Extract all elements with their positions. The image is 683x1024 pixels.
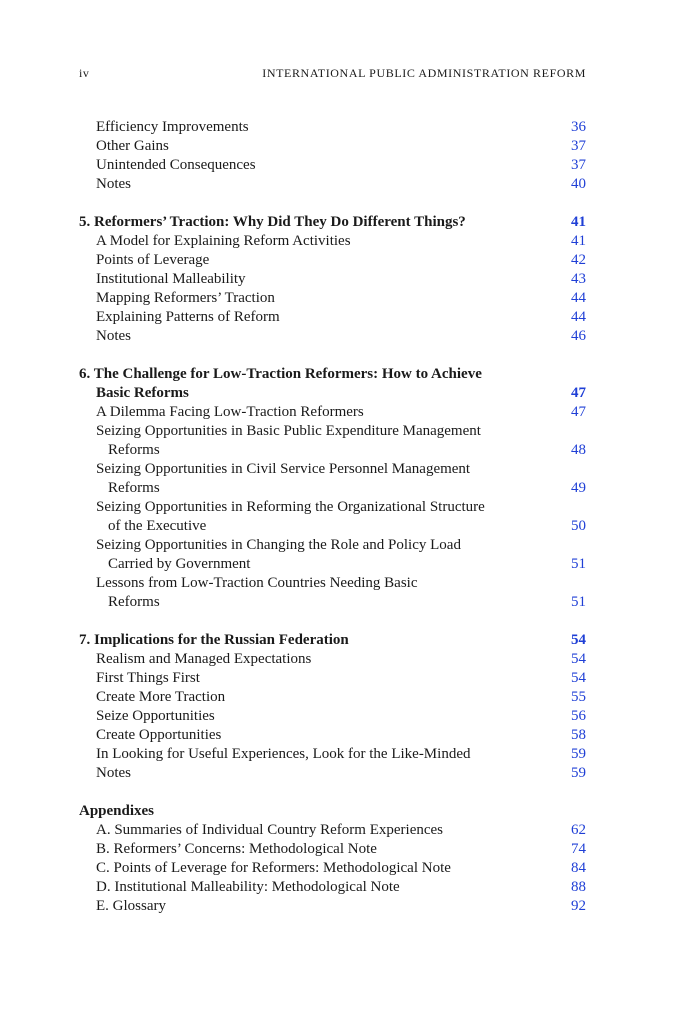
toc-entry-title: Notes: [96, 176, 131, 192]
toc-entry-title: A. Summaries of Individual Country Reform Experiences: [96, 822, 444, 838]
toc-entry[interactable]: [79, 403, 586, 422]
toc-entry-title: 5. Reformers’ Traction: Why Did They Do Different Things?: [79, 214, 466, 230]
toc-entry-title: Unintended Consequences: [96, 157, 256, 173]
toc-entry[interactable]: [79, 327, 586, 346]
toc-page-link[interactable]: 44: [571, 290, 586, 306]
toc-page-link[interactable]: 58: [571, 727, 586, 743]
toc-entry-title: Reforms: [108, 480, 160, 496]
toc-page-link[interactable]: 37: [571, 138, 586, 154]
toc-entry[interactable]: [79, 726, 586, 745]
page-number: iv: [79, 66, 90, 80]
toc-page-link[interactable]: 49: [571, 480, 586, 496]
toc-entry[interactable]: [79, 365, 586, 384]
toc-entry-title: Other Gains: [96, 138, 169, 154]
toc-page-link[interactable]: 62: [571, 822, 586, 838]
toc-entry-title: A Model for Explaining Reform Activities: [96, 233, 351, 249]
toc-page-link[interactable]: 51: [571, 556, 586, 572]
toc-entry-title: Seizing Opportunities in Civil Service Personnel Management: [96, 461, 471, 477]
toc-entry[interactable]: [79, 289, 586, 308]
toc-entry-title: Carried by Government: [108, 556, 251, 572]
toc-entry-title: Seize Opportunities: [96, 708, 215, 724]
toc-entry-title: Seizing Opportunities in Basic Public Expenditure Management: [96, 423, 481, 439]
section-gap: [79, 783, 586, 802]
toc-entry[interactable]: [79, 764, 586, 783]
toc-entry[interactable]: [79, 308, 586, 327]
toc-entry[interactable]: [79, 479, 586, 498]
toc-entry[interactable]: [79, 745, 586, 764]
toc-page-link[interactable]: 47: [571, 385, 586, 401]
toc-entry[interactable]: [79, 555, 586, 574]
toc-entry[interactable]: [79, 251, 586, 270]
toc-page-link[interactable]: 59: [571, 765, 586, 781]
toc-entry[interactable]: [79, 669, 586, 688]
toc-entry[interactable]: [79, 498, 586, 517]
toc-entry[interactable]: [79, 270, 586, 289]
toc-entry-title: B. Reformers’ Concerns: Methodological Note: [96, 841, 377, 857]
toc-entry-title: Create More Traction: [96, 689, 226, 705]
section-gap: [79, 346, 586, 365]
toc-page-link[interactable]: 48: [571, 442, 586, 458]
toc-entry-title: Explaining Patterns of Reform: [96, 309, 280, 325]
section-gap: [79, 194, 586, 213]
toc-entry-title: D. Institutional Malleability: Methodological Note: [96, 879, 400, 895]
toc-page-link[interactable]: 56: [571, 708, 586, 724]
toc-page-link[interactable]: 84: [571, 860, 586, 876]
toc-entry[interactable]: [79, 517, 586, 536]
toc-entry[interactable]: [79, 232, 586, 251]
toc-entry-title: Notes: [96, 328, 131, 344]
toc-page-link[interactable]: 54: [571, 632, 586, 648]
toc-entry[interactable]: [79, 688, 586, 707]
toc-page-link[interactable]: 74: [571, 841, 586, 857]
running-title: INTERNATIONAL PUBLIC ADMINISTRATION REFORM: [262, 66, 586, 80]
toc-page-link[interactable]: 55: [571, 689, 586, 705]
toc-entry-title: Appendixes: [79, 803, 155, 819]
toc-page-link[interactable]: 36: [571, 119, 586, 135]
toc-entry[interactable]: [79, 821, 586, 840]
toc-entry-title: Notes: [96, 765, 131, 781]
running-head: [79, 66, 586, 84]
toc-page-link[interactable]: 54: [571, 651, 586, 667]
toc-entry[interactable]: [79, 574, 586, 593]
toc-entry[interactable]: [79, 536, 586, 555]
toc-entry[interactable]: [79, 707, 586, 726]
toc-entry[interactable]: [79, 213, 586, 232]
toc-page-link[interactable]: 41: [571, 214, 586, 230]
toc-page-link[interactable]: 40: [571, 176, 586, 192]
toc-entry[interactable]: [79, 859, 586, 878]
toc-entry-title: Basic Reforms: [96, 385, 189, 401]
toc-entry[interactable]: [79, 384, 586, 403]
toc-entry[interactable]: [79, 422, 586, 441]
toc-page-link[interactable]: 88: [571, 879, 586, 895]
toc-page-link[interactable]: 54: [571, 670, 586, 686]
toc-entry-title: Reforms: [108, 442, 160, 458]
toc-page-link[interactable]: 43: [571, 271, 586, 287]
toc-page-link[interactable]: 37: [571, 157, 586, 173]
section-gap: [79, 612, 586, 631]
toc-entry-title: 7. Implications for the Russian Federation: [79, 632, 349, 648]
toc-page-link[interactable]: 92: [571, 898, 586, 914]
toc-entry[interactable]: [79, 593, 586, 612]
toc-entry[interactable]: [79, 840, 586, 859]
toc-entry[interactable]: [79, 175, 586, 194]
toc-entry-title: First Things First: [96, 670, 200, 686]
toc-entry-title: A Dilemma Facing Low-Traction Reformers: [96, 404, 364, 420]
toc-entry[interactable]: [79, 631, 586, 650]
toc-entry[interactable]: [79, 897, 586, 916]
toc-entry-title: Institutional Malleability: [96, 271, 246, 287]
toc-page-link[interactable]: 47: [571, 404, 586, 420]
toc-entry-title: Realism and Managed Expectations: [96, 651, 312, 667]
toc-entry-title: E. Glossary: [96, 898, 166, 914]
toc-entry-title: Mapping Reformers’ Traction: [96, 290, 275, 306]
toc-entry[interactable]: [79, 650, 586, 669]
toc-entry-title: Seizing Opportunities in Changing the Role and Policy Load: [96, 537, 461, 553]
toc-entry[interactable]: [79, 460, 586, 479]
toc-entry[interactable]: [79, 137, 586, 156]
toc-entry-title: Points of Leverage: [96, 252, 210, 268]
toc-page-link[interactable]: 44: [571, 309, 586, 325]
toc-entry[interactable]: [79, 118, 586, 137]
toc-page-link[interactable]: 41: [571, 233, 586, 249]
toc-entry-title: In Looking for Useful Experiences, Look for the Like-Minded: [96, 746, 471, 762]
toc-page-link[interactable]: 51: [571, 594, 586, 610]
toc-page-link[interactable]: 46: [571, 328, 586, 344]
table-of-contents: [79, 118, 586, 916]
toc-entry-title: 6. The Challenge for Low-Traction Reformers: How to Achieve: [79, 366, 482, 382]
toc-entry-title: Seizing Opportunities in Reforming the Organizational Structure: [96, 499, 485, 515]
toc-entry-title: Create Opportunities: [96, 727, 222, 743]
toc-page-link[interactable]: 42: [571, 252, 586, 268]
toc-page-link[interactable]: 59: [571, 746, 586, 762]
toc-entry[interactable]: [79, 802, 586, 821]
toc-entry-title: of the Executive: [108, 518, 207, 534]
toc-entry[interactable]: [79, 878, 586, 897]
toc-entry-title: C. Points of Leverage for Reformers: Methodological Note: [96, 860, 451, 876]
toc-entry-title: Lessons from Low-Traction Countries Needing Basic: [96, 575, 418, 591]
toc-entry-title: Efficiency Improvements: [96, 119, 249, 135]
toc-entry-title: Reforms: [108, 594, 160, 610]
toc-entry[interactable]: [79, 156, 586, 175]
toc-entry[interactable]: [79, 441, 586, 460]
toc-page-link[interactable]: 50: [571, 518, 586, 534]
